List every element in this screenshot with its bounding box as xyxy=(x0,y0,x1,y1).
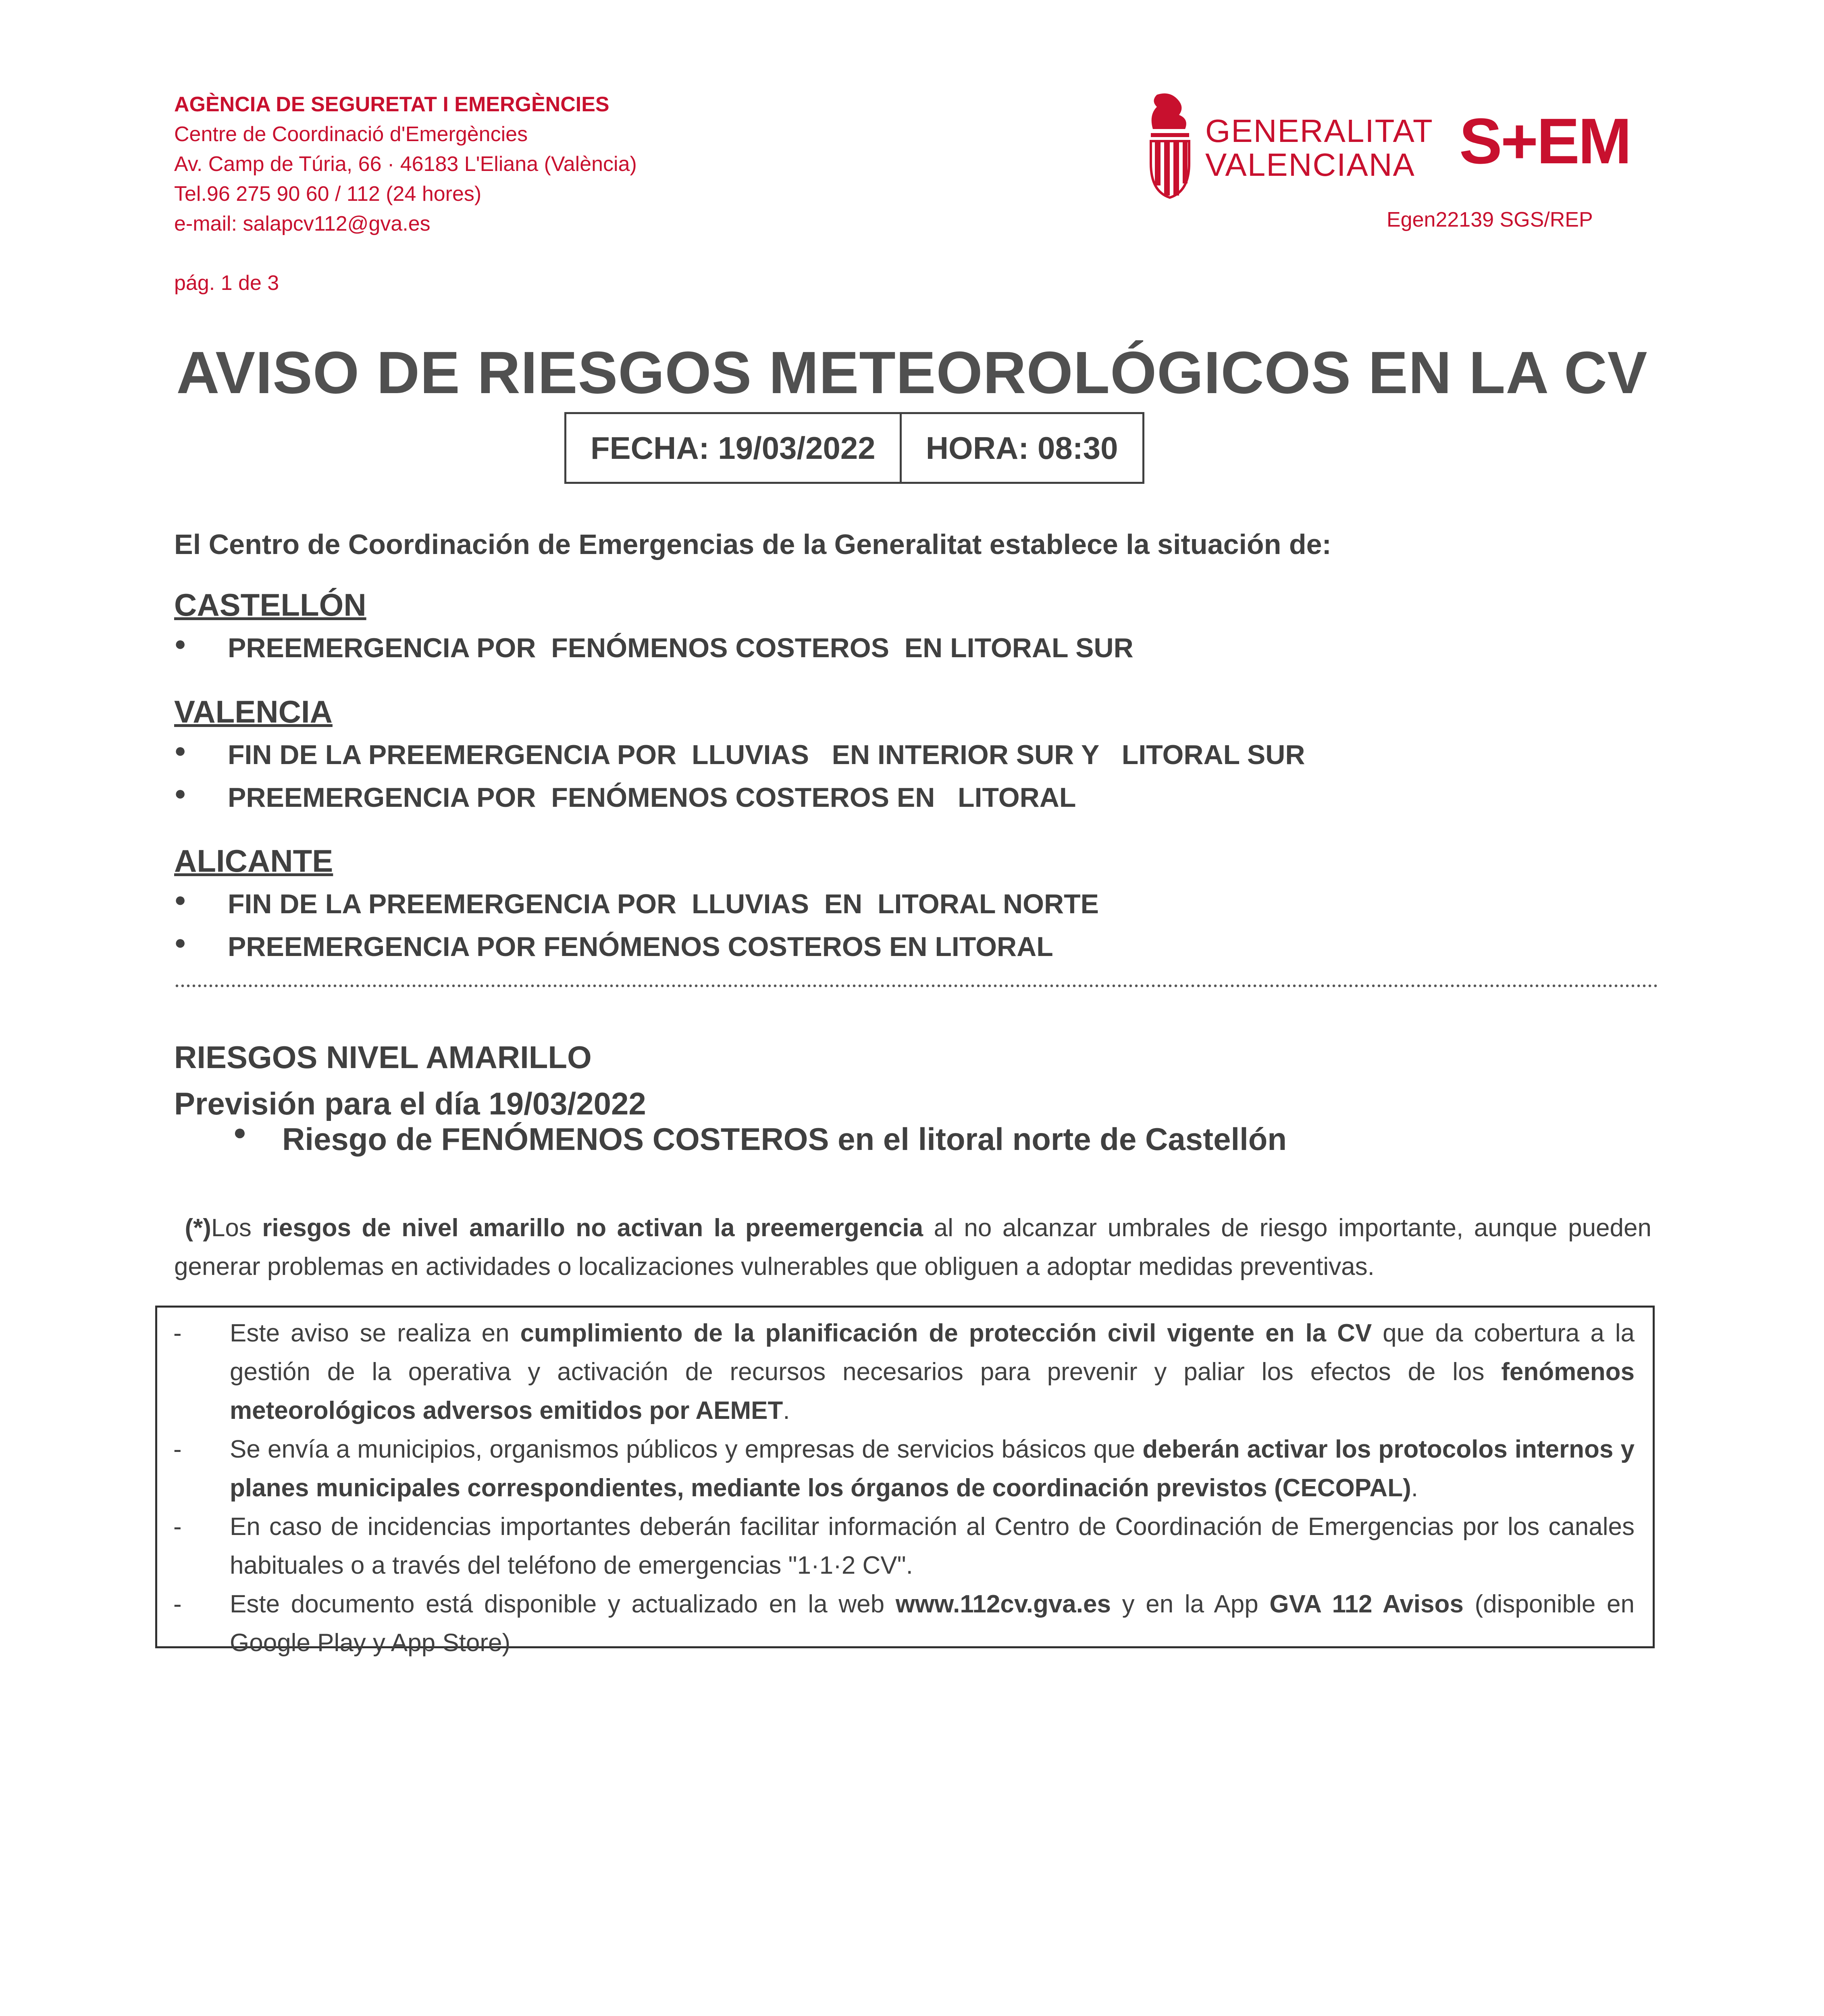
app-name: GVA 112 Avisos xyxy=(1269,1590,1464,1618)
date-time-box xyxy=(564,412,1144,484)
list-item: FIN DE LA PREEMERGENCIA POR LLUVIAS EN LITORAL NORTE xyxy=(228,889,1099,919)
list-item: PREEMERGENCIA POR FENÓMENOS COSTEROS EN LITORAL xyxy=(228,931,1053,962)
dotted-separator xyxy=(174,984,1658,988)
page-title: AVISO DE RIESGOS METEOROLÓGICOS EN LA CV xyxy=(176,339,1648,406)
yellow-risk-section xyxy=(174,1034,646,1127)
bullet-icon: ● xyxy=(174,739,187,762)
bullet-icon: ● xyxy=(233,1119,247,1145)
list-item: PREEMERGENCIA POR FENÓMENOS COSTEROS EN LITORAL xyxy=(228,782,1076,813)
note-bold: riesgos de nivel amarillo no activan la preemergencia xyxy=(262,1214,923,1242)
agency-phone: Tel.96 275 90 60 / 112 (24 hores) xyxy=(174,182,482,206)
sem-logo: S+EM xyxy=(1459,105,1631,177)
intro-text: El Centro de Coordinación de Emergencias de la Generalitat establece la situación de: xyxy=(174,529,1331,560)
agency-name: AGÈNCIA DE SEGURETAT I EMERGÈNCIES xyxy=(174,93,609,116)
website-link[interactable]: www.112cv.gva.es xyxy=(895,1590,1111,1618)
info-item: - Este aviso se realiza en cumplimiento de la planificación de protección civil vigente en la CV que da cobertura a la gestión de la operativa y activación de recursos necesarios para prevenir y paliar los efectos de los fenómenos meteorológicos adversos emitidos por AEMET. xyxy=(173,1319,1635,1425)
info-box xyxy=(155,1306,1655,1657)
list-item: FIN DE LA PREEMERGENCIA POR LLUVIAS EN INTERIOR SUR Y LITORAL SUR xyxy=(228,739,1305,770)
agency-center: Centre de Coordinació d'Emergències xyxy=(174,123,528,146)
province-alicante: ALICANTE xyxy=(174,843,333,879)
note-pre: Los xyxy=(211,1214,262,1242)
agency-address: Av. Camp de Túria, 66 · 46183 L'Eliana (València) xyxy=(174,152,637,176)
bullet-icon: ● xyxy=(174,782,187,804)
logo-valenciana: VALENCIANA xyxy=(1205,147,1415,183)
list-item: PREEMERGENCIA POR FENÓMENOS COSTEROS EN LITORAL SUR xyxy=(228,633,1134,663)
info-item: - En caso de incidencias importantes deberán facilitar información al Centro de Coordinación de Emergencias por los canales habituales o a través del teléfono de emergencias "1·1·2 CV". xyxy=(173,1513,1635,1579)
yellow-risk-heading: RIESGOS NIVEL AMARILLO xyxy=(174,1039,592,1075)
bullet-icon: ● xyxy=(174,931,187,954)
time-cell: HORA: 08:30 xyxy=(900,414,1142,482)
province-valencia: VALENCIA xyxy=(174,694,333,729)
note-asterisk: (*) xyxy=(185,1214,211,1242)
page-number: pág. 1 de 3 xyxy=(174,271,279,295)
yellow-level-note xyxy=(174,1209,1651,1286)
date-cell: FECHA: 19/03/2022 xyxy=(591,430,876,466)
generalitat-logo xyxy=(1145,91,1433,200)
bullet-icon: ● xyxy=(174,632,187,655)
forecast-date: Previsión para el día 19/03/2022 xyxy=(174,1086,646,1121)
info-item: - Se envía a municipios, organismos públicos y empresas de servicios básicos que deberán activar los protocolos internos y planes municipales correspondientes, mediante los órganos de coordinación previstos (CECOPAL). xyxy=(173,1435,1635,1502)
bullet-icon: ● xyxy=(174,888,187,911)
logo-generalitat: GENERALITAT xyxy=(1205,113,1433,149)
agency-address-block xyxy=(174,90,637,239)
province-castellon: CASTELLÓN xyxy=(174,587,366,623)
yellow-risk-item: Riesgo de FENÓMENOS COSTEROS en el litoral norte de Castellón xyxy=(282,1121,1287,1157)
agency-email: e-mail: salapcv112@gva.es xyxy=(174,212,431,235)
note-post: al no alcanzar umbrales de riesgo importante, aunque pueden generar problemas en actividades o localizaciones vulnerables que obliguen a adoptar medidas preventivas. xyxy=(174,1214,1651,1281)
info-item: - Este documento está disponible y actualizado en la web www.112cv.gva.es y en la App GVA 112 Avisos (disponible en Google Play y App Store) xyxy=(173,1590,1635,1657)
generalitat-shield-icon xyxy=(1145,91,1193,200)
document-code: Egen22139 SGS/REP xyxy=(1387,208,1593,231)
